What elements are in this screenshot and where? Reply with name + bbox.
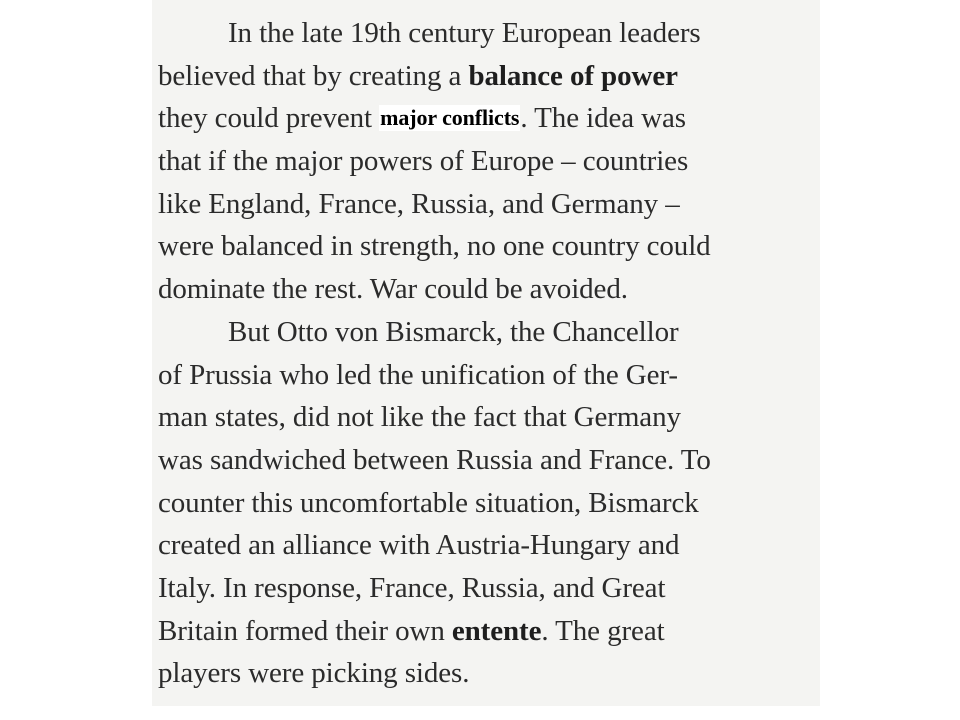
text-run: . The idea was xyxy=(520,102,686,135)
text-line xyxy=(158,524,818,567)
text-run: In the late 19th century European leaders xyxy=(228,17,701,49)
text-run: players were picking sides. xyxy=(158,657,470,690)
text-line xyxy=(158,311,818,354)
text-line xyxy=(158,652,818,695)
text-line xyxy=(158,140,818,183)
text-run: man states, did not like the fact that Germany xyxy=(158,401,681,434)
text-line xyxy=(158,97,818,140)
text-run: dominate the rest. War could be avoided. xyxy=(158,273,628,306)
overlay-text: major conflicts xyxy=(380,105,520,131)
text-line xyxy=(158,567,818,610)
text-line xyxy=(158,610,818,653)
text-line xyxy=(158,183,818,226)
text-run: like England, France, Russia, and Germany – xyxy=(158,187,680,220)
document-text xyxy=(158,12,818,695)
text-run: Britain formed their own xyxy=(158,614,452,647)
text-run: was sandwiched between Russia and France. To xyxy=(158,443,711,476)
text-line xyxy=(158,396,818,439)
text-run: . The great xyxy=(541,614,665,647)
bold-term: balance of power xyxy=(468,59,678,92)
text-run: of Prussia who led the unification of the Ger- xyxy=(158,358,678,391)
bold-term: entente xyxy=(451,614,542,647)
text-line xyxy=(158,225,818,268)
text-run: that if the major powers of Europe – countries xyxy=(158,145,689,178)
text-run: were balanced in strength, no one country could xyxy=(158,230,711,263)
text-line xyxy=(158,439,818,482)
text-run: Italy. In response, France, Russia, and Great xyxy=(158,571,666,604)
text-line xyxy=(158,268,818,311)
text-run: But Otto von Bismarck, the Chancellor xyxy=(228,315,679,348)
text-run: believed that by creating a xyxy=(158,59,469,92)
paragraph xyxy=(158,311,818,695)
text-run: they could prevent xyxy=(158,102,380,135)
text-line xyxy=(158,55,818,98)
text-line xyxy=(158,482,818,525)
text-run: counter this uncomfortable situation, Bismarck xyxy=(158,486,699,519)
text-line xyxy=(158,12,818,55)
paragraph xyxy=(158,12,818,311)
text-line xyxy=(158,354,818,397)
text-run: created an alliance with Austria-Hungary and xyxy=(158,529,680,562)
